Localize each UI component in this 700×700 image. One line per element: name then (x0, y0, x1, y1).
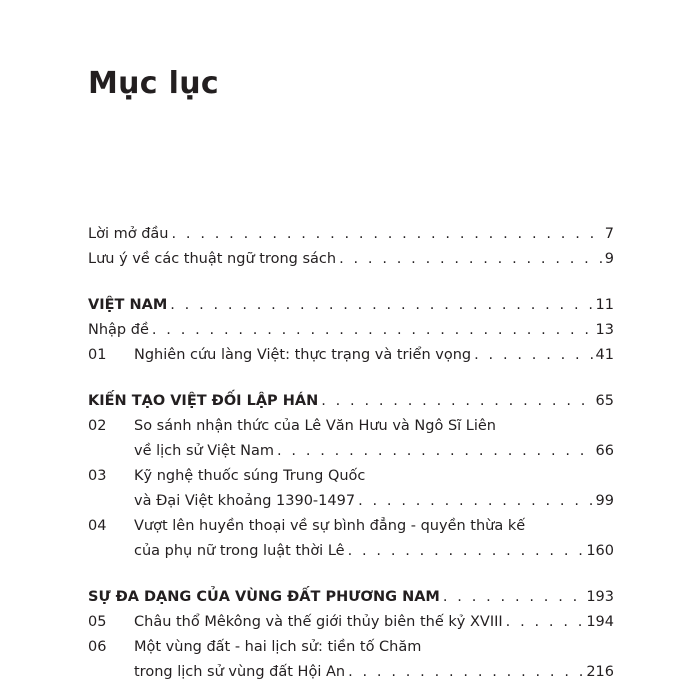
toc-page-number: 194 (586, 614, 614, 630)
toc-page-number: 65 (595, 393, 614, 409)
toc-chapter-03-line1[interactable] (88, 464, 614, 489)
toc-chapter-03-line2[interactable] (88, 489, 614, 514)
toc-entry-text: Châu thổ Mêkông và thế giới thủy biên thế kỷ XVIII (134, 614, 503, 630)
toc-entry-text: của phụ nữ trong luật thời Lê (134, 543, 345, 559)
dot-leader (171, 222, 601, 247)
toc-chapter-06-line2[interactable] (88, 660, 614, 685)
chapter-number: 05 (88, 614, 107, 630)
page-title: Mục lục (88, 66, 219, 101)
toc-chapter-02-line1[interactable] (88, 414, 614, 439)
toc-page-number: 160 (586, 543, 614, 559)
toc-chapter-04-line2[interactable] (88, 539, 614, 564)
toc-page-number: 11 (595, 297, 614, 313)
toc-entry-text: Vượt lên huyền thoại về sự bình đẳng - quyền thừa kế (134, 518, 526, 534)
toc-entry-text: Một vùng đất - hai lịch sử: tiền tố Chăm (134, 639, 422, 655)
toc-entry-text: Nghiên cứu làng Việt: thực trạng và triển vọng (134, 347, 472, 363)
dot-leader (506, 610, 584, 635)
toc-page-number: 99 (595, 493, 614, 509)
section-gap (88, 368, 614, 389)
chapter-number: 03 (88, 468, 107, 484)
toc-page-number: 13 (595, 322, 614, 338)
section-gap (88, 564, 614, 585)
toc-page-number: 66 (595, 443, 614, 459)
dot-leader (277, 439, 593, 464)
dot-leader (170, 293, 592, 318)
toc-entry-intro[interactable] (88, 222, 614, 247)
toc-entry-text: Lưu ý về các thuật ngữ trong sách (88, 251, 337, 267)
toc-entry-text: về lịch sử Việt Nam (134, 443, 274, 459)
toc-page-number: 41 (595, 347, 614, 363)
toc-entry-text: Lời mở đầu (88, 226, 169, 242)
toc-section-kien-tao[interactable] (88, 389, 614, 414)
dot-leader (152, 318, 593, 343)
dot-leader (348, 539, 584, 564)
toc-section-title: SỰ ĐA DẠNG CỦA VÙNG ĐẤT PHƯƠNG NAM (88, 589, 440, 605)
table-of-contents (88, 222, 614, 685)
toc-chapter-06-line1[interactable] (88, 635, 614, 660)
toc-section-title: KIẾN TẠO VIỆT ĐỐI LẬP HÁN (88, 393, 319, 409)
toc-entry-text: Nhập đề (88, 322, 149, 338)
chapter-number: 06 (88, 639, 107, 655)
toc-entry-text: trong lịch sử vùng đất Hội An (134, 664, 346, 680)
toc-page-number: 193 (586, 589, 614, 605)
toc-chapter-02-line2[interactable] (88, 439, 614, 464)
toc-chapter-04-line1[interactable] (88, 514, 614, 539)
dot-leader (321, 389, 592, 414)
section-gap (88, 272, 614, 293)
toc-entry-text: Kỹ nghệ thuốc súng Trung Quốc (134, 468, 366, 484)
toc-entry-text: và Đại Việt khoảng 1390-1497 (134, 493, 356, 509)
dot-leader (339, 247, 602, 272)
dot-leader (443, 585, 583, 610)
toc-section-title: VIỆT NAM (88, 297, 168, 313)
toc-page-number: 216 (586, 664, 614, 680)
dot-leader (358, 489, 592, 514)
dot-leader (348, 660, 583, 685)
chapter-number: 02 (88, 418, 107, 434)
toc-chapter-01[interactable] (88, 343, 614, 368)
toc-entry-text: So sánh nhận thức của Lê Văn Hưu và Ngô Sĩ Liên (134, 418, 496, 434)
toc-page-number: 9 (604, 251, 614, 267)
chapter-number: 01 (88, 347, 107, 363)
toc-page-number: 7 (604, 226, 614, 242)
toc-section-phuong-nam[interactable] (88, 585, 614, 610)
toc-entry-terms[interactable] (88, 247, 614, 272)
toc-chapter-05[interactable] (88, 610, 614, 635)
toc-section-viet-nam[interactable] (88, 293, 614, 318)
dot-leader (474, 343, 592, 368)
toc-entry-nhap-de[interactable] (88, 318, 614, 343)
chapter-number: 04 (88, 518, 107, 534)
